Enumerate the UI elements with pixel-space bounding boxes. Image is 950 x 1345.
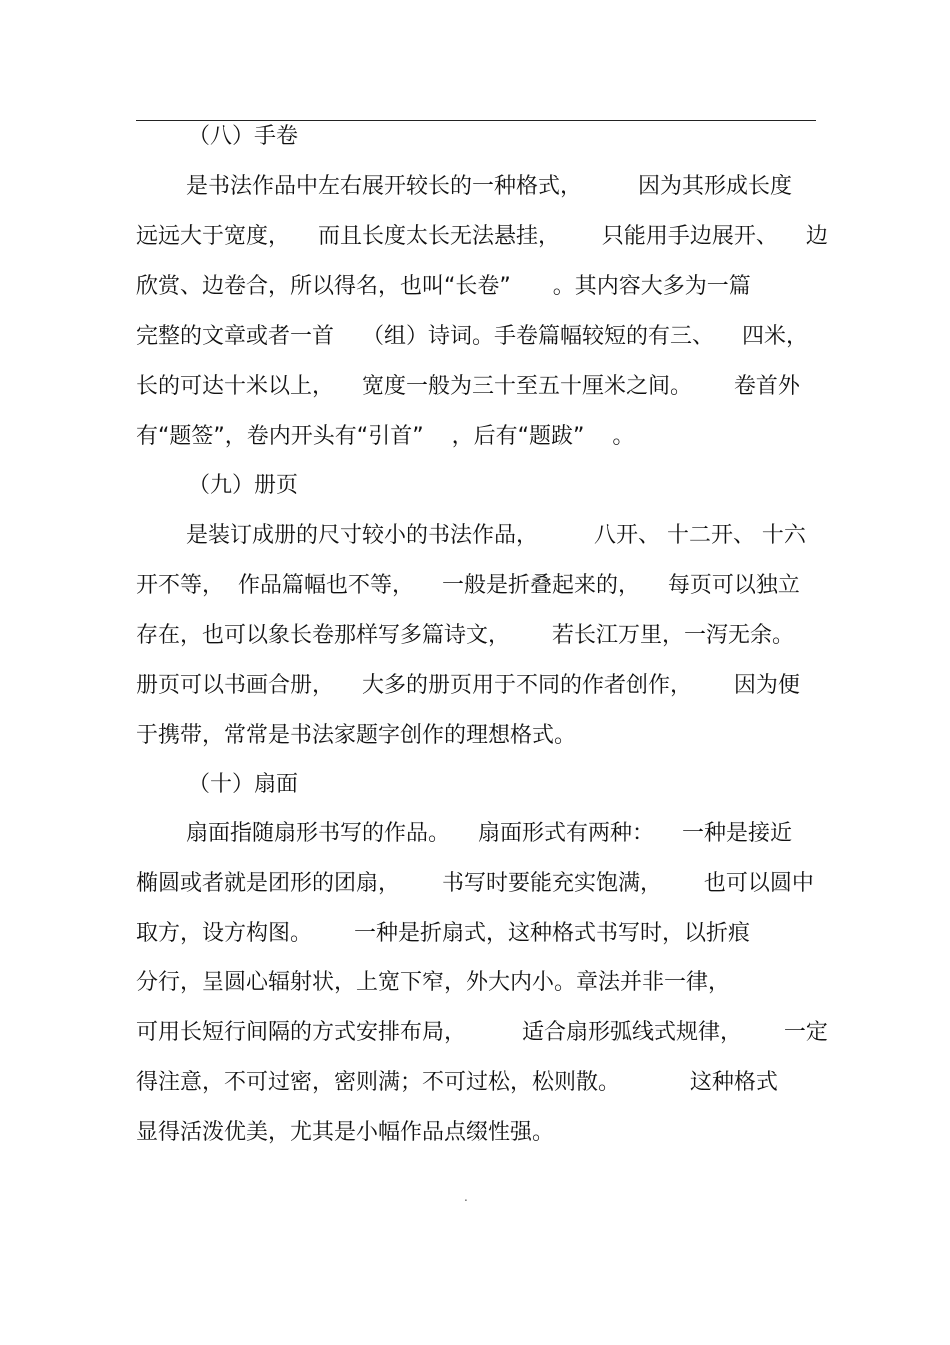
paragraph-line: 显得活泼优美，尤其是小幅作品点缀性强。 — [136, 1120, 555, 1145]
paragraph-line: 完整的文章或者一首 （组）诗词。手卷篇幅较短的有三、 四米， — [136, 324, 808, 349]
paragraph-line: 是装订成册的尺寸较小的书法作品， 八开、 十二开、 十六 — [186, 523, 806, 548]
paragraph-line: 于携带，常常是书法家题字创作的理想格式。 — [136, 723, 577, 748]
header-rule — [136, 120, 816, 121]
paragraph-line: 册页可以书画合册， 大多的册页用于不同的作者创作， 因为便 — [136, 673, 800, 698]
paragraph-line: 扇面指随扇形书写的作品。 扇面形式有两种： 一种是接近 — [186, 821, 792, 846]
section-heading-handscroll: （八）手卷 — [188, 124, 299, 149]
footer-mark: . — [464, 1190, 468, 1204]
paragraph-line: 存在，也可以象长卷那样写多篇诗文， 若长江万里，一泻无余。 — [136, 623, 794, 648]
paragraph-line: 可用长短行间隔的方式安排布局， 适合扇形弧线式规律， 一定 — [136, 1020, 828, 1045]
paragraph-line: 分行，呈圆心辐射状，上宽下窄，外大内小。章法并非一律， — [136, 970, 731, 995]
paragraph-line: 取方，设方构图。 一种是折扇式，这种格式书写时，以折痕 — [136, 921, 750, 946]
section-heading-fan: （十）扇面 — [188, 772, 299, 797]
paragraph-line: 开不等， 作品篇幅也不等， 一般是折叠起来的， 每页可以独立 — [136, 573, 800, 598]
paragraph-line: 得注意，不可过密，密则满；不可过松，松则散。 这种格式 — [136, 1070, 778, 1095]
paragraph-line: 欣赏、边卷合，所以得名，也叫“长卷” 。其内容大多为一篇 — [136, 274, 751, 299]
paragraph-line: 长的可达十米以上， 宽度一般为三十至五十厘米之间。 卷首外 — [136, 374, 800, 399]
section-heading-album: （九）册页 — [188, 473, 299, 498]
paragraph-line: 远远大于宽度， 而且长度太长无法悬挂， 只能用手边展开、 边 — [136, 224, 828, 249]
paragraph-line: 有“题签”，卷内开头有“引首” ，后有“题跋” 。 — [136, 424, 635, 449]
paragraph-line: 是书法作品中左右展开较长的一种格式， 因为其形成长度 — [186, 174, 792, 199]
paragraph-line: 椭圆或者就是团形的团扇， 书写时要能充实饱满， 也可以圆中 — [136, 871, 814, 896]
